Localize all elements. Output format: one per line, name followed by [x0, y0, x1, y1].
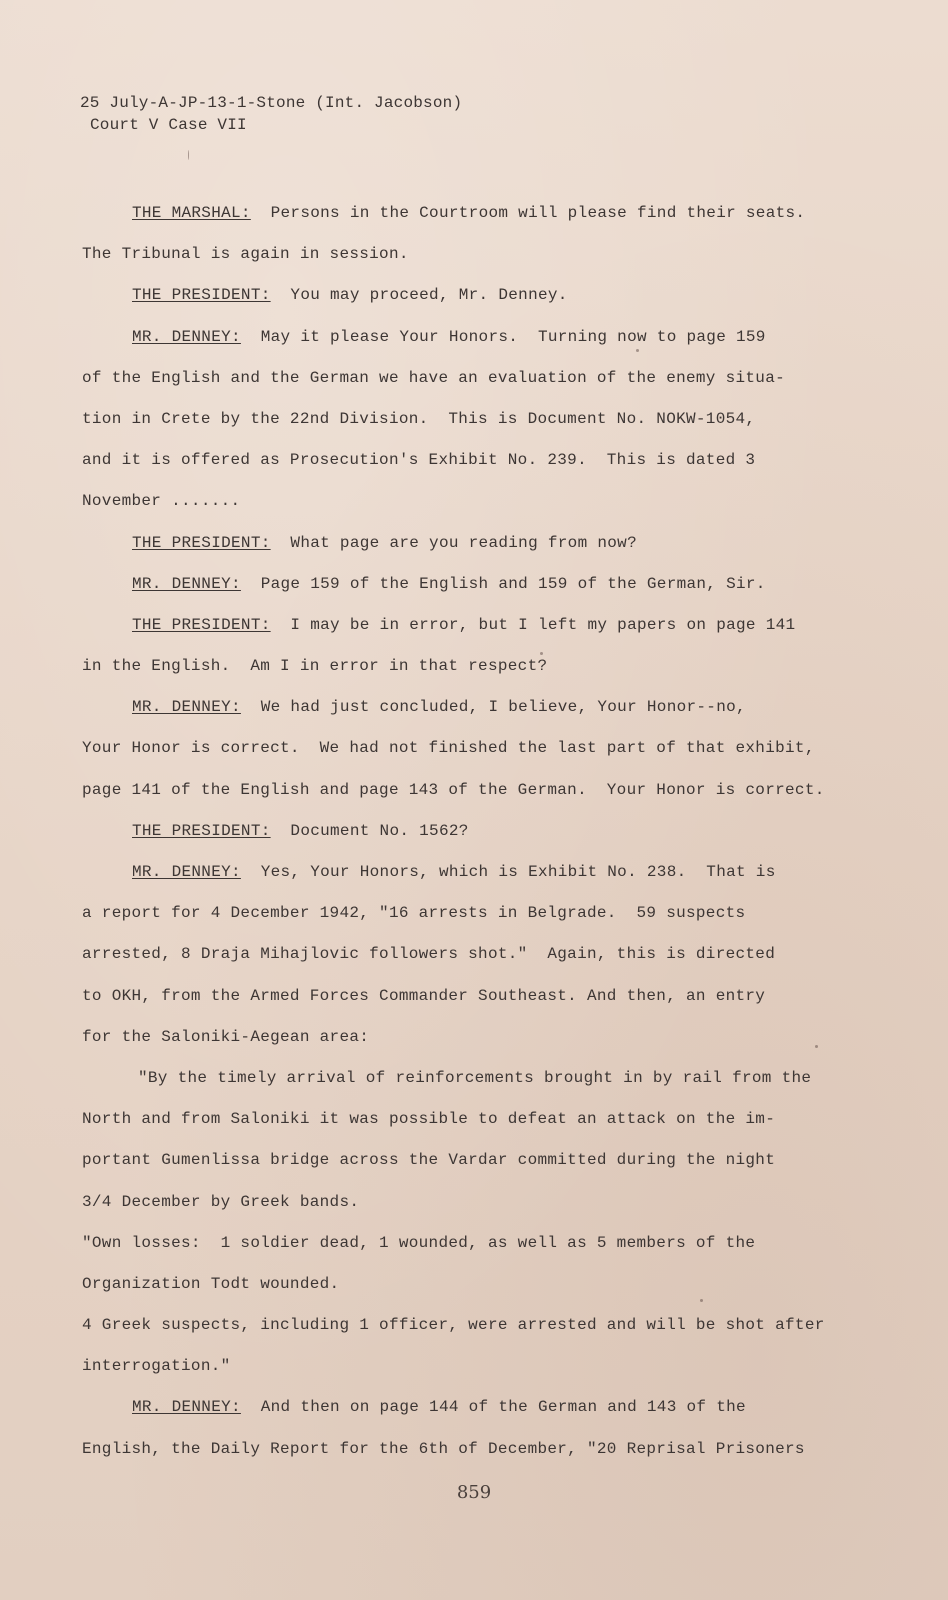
transcript-line: [82, 811, 852, 852]
line-text: English, the Daily Report for the 6th of December, "20 Reprisal Prisoners: [82, 1439, 805, 1458]
line-text: portant Gumenlissa bridge across the Vardar committed during the night: [82, 1151, 776, 1170]
document-header: [80, 92, 462, 136]
transcript-line: [82, 1429, 852, 1470]
line-text: Persons in the Courtroom will please find their seats.: [250, 204, 806, 222]
paper-mark: [188, 150, 189, 160]
paper-speck: [815, 1045, 818, 1048]
line-text: for the Saloniki-Aegean area:: [82, 1027, 370, 1046]
speaker-label: MR. DENNEY:: [132, 1398, 241, 1417]
speaker-label: THE PRESIDENT:: [132, 821, 271, 840]
speaker-label: THE MARSHAL:: [132, 204, 251, 222]
transcript-line: [82, 564, 852, 605]
line-text: Yes, Your Honors, which is Exhibit No. 238. That is: [240, 863, 776, 881]
speaker-label: MR. DENNEY:: [132, 863, 241, 881]
transcript-line: [82, 728, 852, 769]
transcript-line: [82, 605, 852, 646]
line-text: Organization Todt wounded.: [82, 1274, 340, 1293]
transcript-line: [82, 976, 852, 1017]
line-text: May it please Your Honors. Turning now to page 159: [240, 327, 766, 346]
line-text: November .......: [82, 492, 241, 511]
paper-speck: [700, 1299, 703, 1302]
transcript-line: [82, 646, 852, 687]
transcript-line: [82, 852, 852, 893]
line-text: The Tribunal is again in session.: [82, 245, 409, 264]
line-text: Page 159 of the English and 159 of the German, Sir.: [240, 574, 766, 593]
page-number: 859: [456, 1482, 492, 1503]
line-text: Document No. 1562?: [270, 821, 469, 840]
line-text: to OKH, from the Armed Forces Commander Southeast. And then, an entry: [82, 986, 766, 1005]
transcript-line: [82, 234, 852, 275]
line-text: 3/4 December by Greek bands.: [82, 1192, 360, 1211]
transcript-line: [82, 523, 852, 564]
transcript-body: [82, 193, 852, 1470]
transcript-line: [82, 358, 852, 399]
transcript-line: [82, 440, 852, 481]
header-reference: 25 July-A-JP-13-1-Stone (Int. Jacobson): [80, 94, 463, 112]
transcript-line: [82, 1346, 852, 1387]
speaker-label: THE PRESIDENT:: [132, 615, 271, 634]
line-text: interrogation.": [82, 1357, 231, 1376]
line-text: We had just concluded, I believe, Your Honor--no,: [240, 698, 746, 717]
paper-speck: [636, 349, 639, 352]
line-text: and it is offered as Prosecution's Exhibit No. 239. This is dated 3: [82, 451, 756, 470]
line-text: arrested, 8 Draja Mihajlovic followers shot." Again, this is directed: [82, 945, 776, 964]
line-text: "Own losses: 1 soldier dead, 1 wounded, as well as 5 members of the: [82, 1233, 756, 1252]
speaker-label: MR. DENNEY:: [132, 574, 241, 593]
speaker-label: THE PRESIDENT:: [132, 533, 271, 552]
transcript-line: [82, 1182, 852, 1223]
line-text: North and from Saloniki it was possible to defeat an attack on the im-: [82, 1110, 776, 1129]
transcript-line: [82, 770, 852, 811]
line-text: a report for 4 December 1942, "16 arrests in Belgrade. 59 suspects: [82, 904, 746, 923]
line-text: tion in Crete by the 22nd Division. This is Document No. NOKW-1054,: [82, 409, 756, 428]
line-text: I may be in error, but I left my papers on page 141: [270, 615, 796, 634]
line-text: 4 Greek suspects, including 1 officer, were arrested and will be shot after: [82, 1316, 825, 1335]
transcript-line: [82, 399, 852, 440]
transcript-line: [82, 1264, 852, 1305]
line-text: of the English and the German we have an evaluation of the enemy situa-: [82, 368, 786, 387]
line-text: "By the timely arrival of reinforcements brought in by rail from the: [138, 1068, 812, 1087]
line-text: And then on page 144 of the German and 143 of the: [240, 1398, 746, 1417]
line-text: What page are you reading from now?: [270, 533, 637, 552]
transcript-line: [82, 893, 852, 934]
transcript-line: [82, 1058, 852, 1099]
speaker-label: MR. DENNEY:: [132, 327, 241, 346]
transcript-line: [82, 1387, 852, 1428]
transcript-line: [82, 275, 852, 316]
transcript-line: [82, 193, 852, 234]
line-text: You may proceed, Mr. Denney.: [270, 286, 568, 305]
speaker-label: MR. DENNEY:: [132, 698, 241, 717]
transcript-line: [82, 1223, 852, 1264]
line-text: page 141 of the English and page 143 of the German. Your Honor is correct.: [82, 780, 825, 799]
transcript-line: [82, 481, 852, 522]
transcript-line: [82, 1140, 852, 1181]
line-text: Your Honor is correct. We had not finished the last part of that exhibit,: [82, 739, 815, 758]
transcript-line: [82, 934, 852, 975]
speaker-label: THE PRESIDENT:: [132, 286, 271, 305]
transcript-line: [82, 1017, 852, 1058]
transcript-line: [82, 1305, 852, 1346]
line-text: in the English. Am I in error in that respect?: [82, 657, 548, 676]
transcript-line: [82, 1099, 852, 1140]
paper-speck: [540, 652, 543, 655]
transcript-line: [82, 317, 852, 358]
transcript-line: [82, 687, 852, 728]
header-court-case: Court V Case VII: [90, 116, 247, 134]
